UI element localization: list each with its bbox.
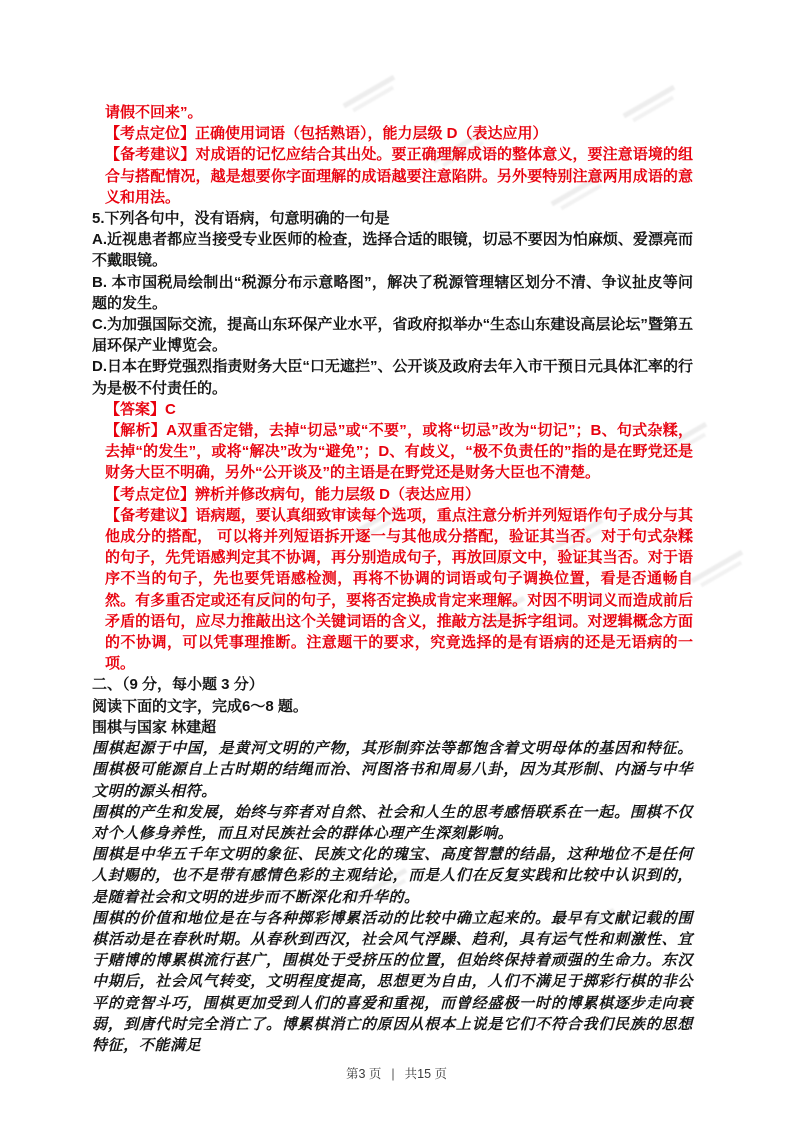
passage-paragraph: 围棋起源于中国，是黄河文明的产物，其形制弈法等都饱含着文明母体的基因和特征。围棋极可能源自上古时期的结绳而治、河图洛书和周易八卦，因为其形制、内涵与中华文明的源头相符。 bbox=[92, 739, 693, 800]
page-footer bbox=[0, 1064, 793, 1082]
annotation-kaodian-q4: 【考点定位】正确使用词语（包括熟语），能力层级 D（表达应用） bbox=[105, 125, 548, 143]
answer5-kaodian: 【考点定位】辨析并修改病句，能力层级 D（表达应用） bbox=[105, 485, 481, 503]
section2-heading: 二、（9 分，每小题 3 分） bbox=[92, 676, 264, 694]
passage-title: 围棋与国家 林建超 bbox=[92, 718, 217, 736]
question5-stem: 5.下列各句中，没有语病，句意明确的一句是 bbox=[92, 210, 390, 228]
footer-total-pages: 共15 页 bbox=[404, 1067, 448, 1081]
answer5-jiexi: 【解析】A双重否定错，去掉“切忌”或“不要”，或将“切忌”改为“切记”；B、句式杂糅，去掉“的发生”，或将“解决”改为“避免”；D、有歧义，“极不负责任的”指的是在野党还是财务大臣不明确，另外“公开谈及”的主语是在野党还是财务大臣也不清楚。 bbox=[105, 422, 693, 482]
question5-option-c: C.为加强国际交流，提高山东环保产业水平，省政府拟举办“生态山东建设高层论坛”暨第五届环保产业博览会。 bbox=[92, 316, 693, 355]
annotation-quote-tail: 请假不回来”。 bbox=[105, 104, 203, 121]
question5-option-b: B. 本市国税局绘制出“税源分布示意略图”，解决了税源管理辖区划分不清、争议扯皮等问题的发生。 bbox=[92, 273, 693, 312]
footer-separator: | bbox=[391, 1067, 395, 1081]
footer-page-number: 第3 页 bbox=[345, 1067, 382, 1081]
answer5-beikao: 【备考建议】语病题，要认真细致审读每个选项，重点注意分析并列短语作句子成分与其他成分的搭配， 可以将并列短语拆开逐一与其他成分搭配，验证其当否。对于句式杂糅的句子，先凭语感判定其不协调，再分别造成句子，再放回原文中，验证其当否。对于语序不当的句子，先也要凭语感检测，再将不协调的词语或句子调换位置，看是否通畅自然。有多重否定或还有反问的句子，要将否定换成肯定来理解。对因不明词义而造成前后矛盾的语句，应尽力推敲出这个关键词语的含义，推敲方法是拆字组词。对逻辑概念方面的不协调，可以凭事理推断。注意题干的要求，究竟选择的是有语病的还是无语病的一项。 bbox=[105, 506, 693, 673]
annotation-beikao-q4: 【备考建议】对成语的记忆应结合其出处。要正确理解成语的整体意义，要注意语境的组合与搭配情况，越是想要你字面理解的成语越要注意陷阱。另外要特别注意两用成语的意义和用法。 bbox=[105, 146, 693, 206]
document-content bbox=[92, 102, 693, 1056]
question5-option-d: D.日本在野党强烈指责财务大臣“口无遮拦”、公开谈及政府去年入市干预日元具体汇率的行为是极不付责任的。 bbox=[92, 358, 693, 397]
answer5-answer: 【答案】C bbox=[105, 400, 176, 418]
passage-paragraph: 围棋的产生和发展，始终与弈者对自然、社会和人生的思考感悟联系在一起。围棋不仅对个人修身养性，而且对民族社会的群体心理产生深刻影响。 bbox=[92, 802, 693, 842]
passage-paragraph: 围棋是中华五千年文明的象征、民族文化的瑰宝、高度智慧的结晶，这种地位不是任何人封赐的，也不是带有感情色彩的主观结论，而是人们在反复实践和比较中认识到的，是随着社会和文明的进步而不断深化和升华的。 bbox=[92, 845, 693, 906]
watermark bbox=[687, 545, 752, 594]
section2-instruction: 阅读下面的文字，完成6～8 题。 bbox=[92, 697, 308, 715]
passage-paragraph: 围棋的价值和地位是在与各种掷彩博累活动的比较中确立起来的。最早有文献记载的围棋活动是在春秋时期。从春秋到西汉，社会风气浮躁、趋利，具有运气性和刺激性、宜于赌博的博累棋流行甚广，围棋处于受挤压的位置，但始终保持着顽强的生命力。东汉中期后，社会风气转变，文明程度提高，思想更为自由，人们不满足于掷彩行棋的非公平的竞智斗巧，围棋更加受到人们的喜爱和重视，而曾经盛极一时的博累棋逐步走向衰弱，到唐代时完全消亡了。博累棋消亡的原因从根本上说是它们不符合我们民族的思想特征，不能满足 bbox=[92, 908, 693, 1054]
question5-option-a: A.近视患者都应当接受专业医师的检查，选择合适的眼镜，切忌不要因为怕麻烦、爱漂亮而不戴眼镜。 bbox=[92, 231, 693, 270]
